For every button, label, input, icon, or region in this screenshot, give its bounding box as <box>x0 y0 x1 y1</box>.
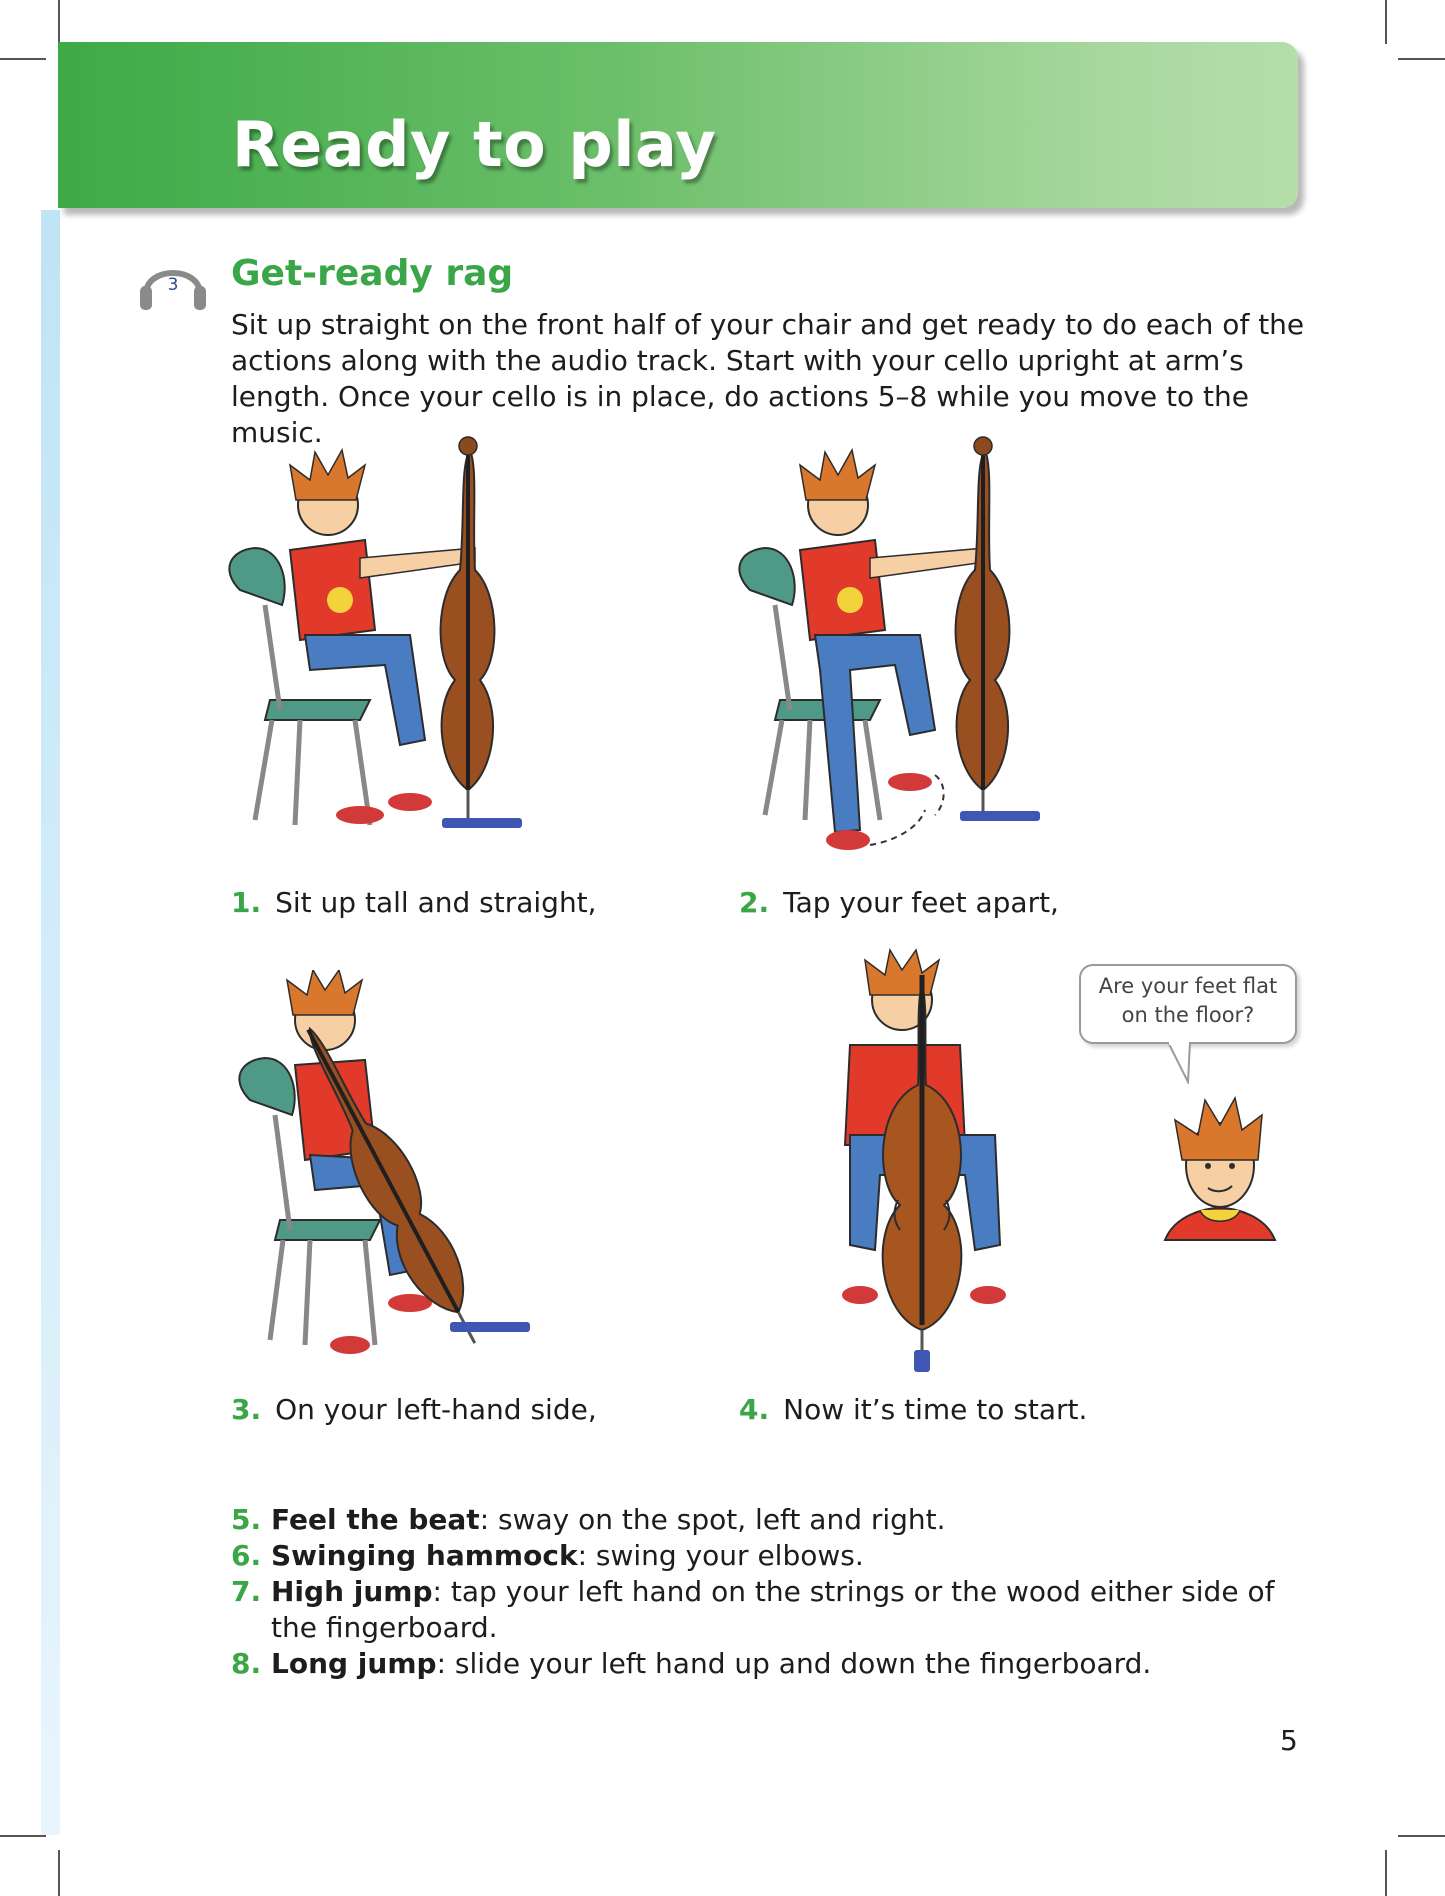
illustration-time-to-start <box>830 945 1020 1375</box>
list-item <box>231 1538 1311 1574</box>
step-number: 7. <box>231 1575 262 1608</box>
caption-text: Now it’s time to start. <box>783 1393 1088 1426</box>
step-text: : swing your elbows. <box>577 1539 864 1572</box>
cello <box>441 437 522 828</box>
list-item <box>231 1574 1311 1646</box>
side-color-strip <box>41 210 60 1835</box>
step-term: Feel the beat <box>271 1503 480 1536</box>
speech-bubble-tail <box>1164 1042 1204 1084</box>
illustration-tap-feet <box>720 430 1080 860</box>
endpin-stop <box>450 1322 530 1332</box>
intro-paragraph: Sit up straight on the front half of your chair and get ready to do each of the actions along with the audio track. Start with your cello upright at arm’s length. Once your cello is in place, do actions 5–8 while you move to the music. <box>231 308 1305 449</box>
caption-number: 1. <box>231 886 262 919</box>
crop-mark <box>58 1850 60 1896</box>
crop-mark <box>58 0 60 44</box>
illustration-left-hand-side <box>225 970 565 1370</box>
crop-mark <box>0 1835 46 1837</box>
caption-3 <box>231 1393 597 1426</box>
step-text: : slide your left hand up and down the fingerboard. <box>436 1647 1152 1680</box>
caption-text: On your left-hand side, <box>275 1393 597 1426</box>
action-steps-list <box>231 1502 1311 1682</box>
track-number: 3 <box>167 275 179 295</box>
headphones-icon <box>136 250 210 314</box>
crop-mark <box>1385 1850 1387 1896</box>
step-term: High jump <box>271 1575 433 1608</box>
crop-mark <box>1398 58 1445 60</box>
page-number: 5 <box>1280 1724 1298 1757</box>
list-item <box>231 1502 1311 1538</box>
cello <box>956 437 1040 821</box>
illustration-sit-up-straight <box>210 430 570 840</box>
step-number: 8. <box>231 1647 262 1680</box>
step-text: : tap your left hand on the strings or the wood either side of the fingerboard. <box>271 1575 1275 1644</box>
section-title: Get-ready rag <box>231 253 514 294</box>
caption-1 <box>231 886 597 919</box>
speech-bubble <box>1079 964 1297 1044</box>
crop-mark <box>0 58 46 60</box>
step-text: : sway on the spot, left and right. <box>479 1503 946 1536</box>
cello <box>883 975 962 1372</box>
crop-mark <box>1398 1835 1445 1837</box>
caption-number: 3. <box>231 1393 262 1426</box>
caption-number: 4. <box>739 1393 770 1426</box>
speech-bubble-line: Are your feet flat <box>1098 974 1278 998</box>
speech-bubble-line: on the floor? <box>1121 1003 1255 1027</box>
caption-text: Sit up tall and straight, <box>275 886 597 919</box>
caption-text: Tap your feet apart, <box>783 886 1059 919</box>
boy-portrait <box>1160 1080 1280 1250</box>
step-number: 6. <box>231 1539 262 1572</box>
step-term: Swinging hammock <box>271 1539 578 1572</box>
caption-4 <box>739 1393 1087 1426</box>
page-title: Ready to play <box>232 108 717 181</box>
step-number: 5. <box>231 1503 262 1536</box>
caption-2 <box>739 886 1059 919</box>
step-term: Long jump <box>271 1647 437 1680</box>
caption-number: 2. <box>739 886 770 919</box>
list-item <box>231 1646 1311 1682</box>
crop-mark <box>1385 0 1387 44</box>
